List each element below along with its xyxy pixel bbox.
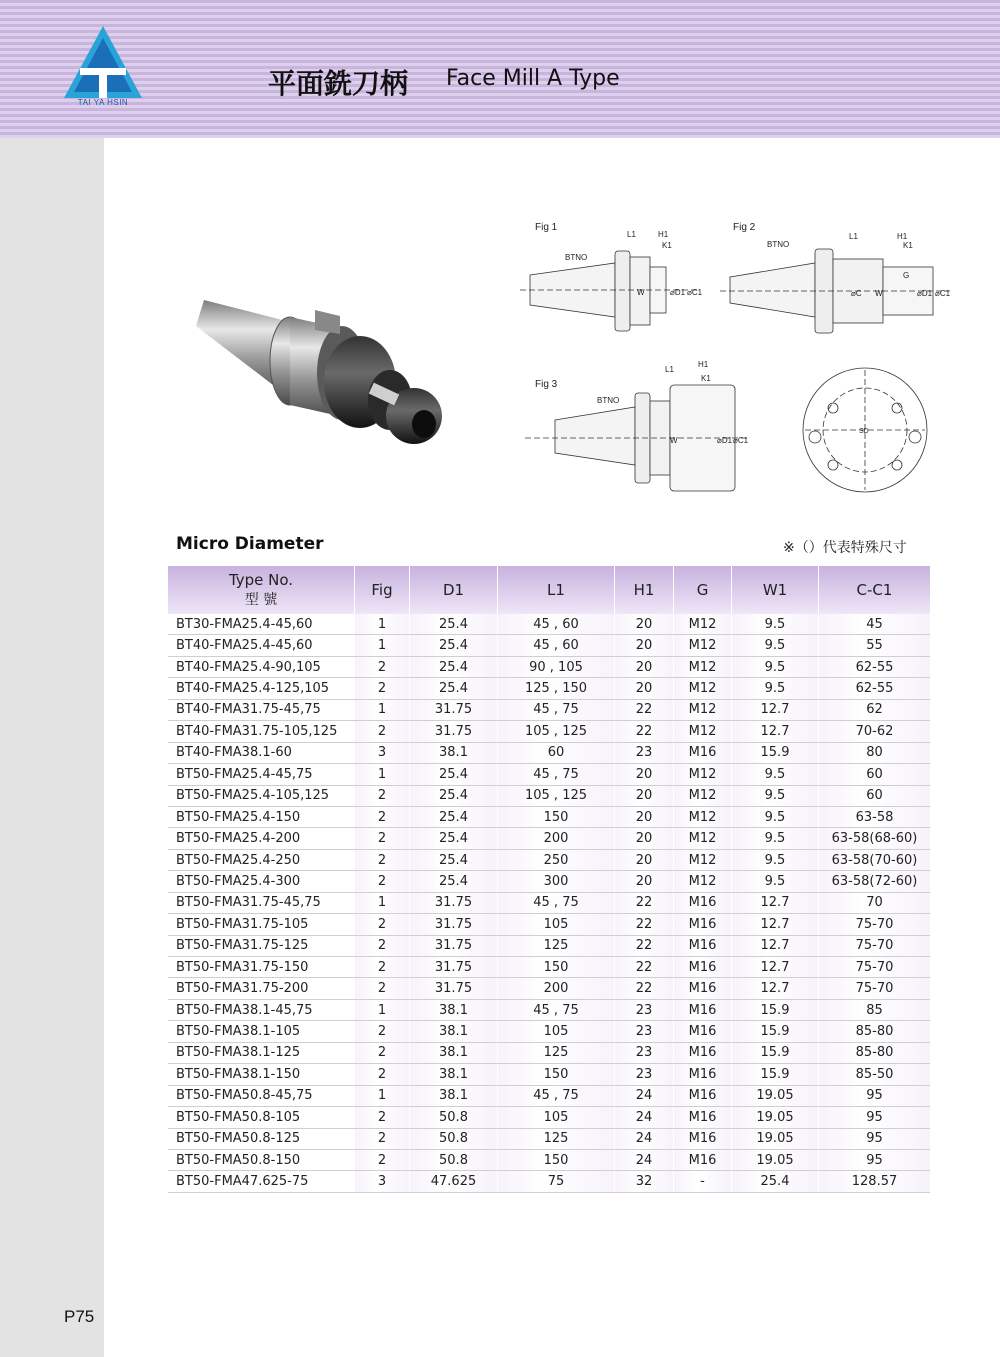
cell-d1: 50.8 [410,1107,498,1128]
cell-cc1: 85 [819,999,931,1020]
table-row [168,656,930,677]
table-row [168,999,930,1020]
cell-fig: 2 [355,1042,410,1063]
cell-h1: 20 [615,785,674,806]
cell-fig: 2 [355,806,410,827]
cell-l1: 300 [498,871,615,892]
svg-text:⌀D1: ⌀D1 [717,436,733,445]
svg-text:H1: H1 [698,360,709,369]
cell-g: M16 [674,742,732,763]
table-row [168,871,930,892]
cell-cc1: 85-80 [819,1042,931,1063]
cell-fig: 2 [355,1021,410,1042]
cell-fig: 2 [355,785,410,806]
table-row [168,635,930,656]
table-row [168,614,930,635]
cell-w1: 12.7 [732,978,819,999]
cell-h1: 22 [615,978,674,999]
svg-text:BTNO: BTNO [767,240,790,249]
table-row [168,721,930,742]
cell-fig: 2 [355,1107,410,1128]
cell-l1: 105 [498,1107,615,1128]
cell-l1: 125 [498,1128,615,1149]
cell-fig: 2 [355,1128,410,1149]
cell-d1: 25.4 [410,806,498,827]
cell-h1: 23 [615,1021,674,1042]
cell-w1: 12.7 [732,914,819,935]
table-row [168,1085,930,1106]
cell-type: BT50-FMA50.8-150 [168,1149,355,1170]
cell-type: BT50-FMA38.1-45,75 [168,999,355,1020]
cell-w1: 9.5 [732,785,819,806]
cell-cc1: 63-58 [819,806,931,827]
cell-type: BT40-FMA31.75-45,75 [168,699,355,720]
cell-g: M16 [674,1021,732,1042]
cell-h1: 22 [615,914,674,935]
cell-cc1: 85-80 [819,1021,931,1042]
svg-text:⌀C1: ⌀C1 [935,289,951,298]
cell-w1: 9.5 [732,828,819,849]
cell-d1: 38.1 [410,1085,498,1106]
cell-type: BT40-FMA38.1-60 [168,742,355,763]
svg-text:L1: L1 [627,230,636,239]
cell-type: BT50-FMA50.8-125 [168,1128,355,1149]
cell-w1: 12.7 [732,892,819,913]
cell-cc1: 62 [819,699,931,720]
cell-w1: 19.05 [732,1085,819,1106]
svg-text:⌀D1: ⌀D1 [917,289,933,298]
svg-text:SD: SD [859,428,869,435]
cell-d1: 38.1 [410,742,498,763]
table-row [168,978,930,999]
cell-l1: 105 , 125 [498,785,615,806]
cell-l1: 60 [498,742,615,763]
col-cc1: C-C1 [819,566,931,614]
svg-text:⌀C1: ⌀C1 [687,288,703,297]
cell-type: BT50-FMA25.4-150 [168,806,355,827]
cell-w1: 25.4 [732,1171,819,1192]
svg-text:BTNO: BTNO [597,396,620,405]
cell-g: M12 [674,871,732,892]
table-row [168,849,930,870]
cell-cc1: 60 [819,785,931,806]
cell-d1: 31.75 [410,699,498,720]
cell-w1: 12.7 [732,935,819,956]
cell-cc1: 95 [819,1128,931,1149]
fig1-label: Fig 1 [535,222,558,233]
cell-fig: 1 [355,614,410,635]
cell-l1: 45 , 75 [498,1085,615,1106]
cell-fig: 1 [355,999,410,1020]
cell-g: M16 [674,1128,732,1149]
cell-fig: 2 [355,914,410,935]
cell-h1: 23 [615,1064,674,1085]
cell-fig: 1 [355,699,410,720]
cell-fig: 2 [355,828,410,849]
cell-h1: 23 [615,742,674,763]
col-fig: Fig [355,566,410,614]
cell-g: M16 [674,1149,732,1170]
cell-l1: 150 [498,806,615,827]
cell-fig: 1 [355,1085,410,1106]
table-row [168,1149,930,1170]
cell-type: BT50-FMA31.75-200 [168,978,355,999]
front-view-drawing [803,368,927,492]
cell-h1: 22 [615,935,674,956]
special-size-note: ※（）代表特殊尺寸 [783,540,907,556]
cell-l1: 125 [498,1042,615,1063]
tool-holder-photo [190,270,475,475]
cell-h1: 32 [615,1171,674,1192]
cell-cc1: 95 [819,1085,931,1106]
cell-g: M16 [674,1085,732,1106]
cell-d1: 50.8 [410,1128,498,1149]
cell-g: M16 [674,1064,732,1085]
table-row [168,699,930,720]
cell-fig: 2 [355,1064,410,1085]
cell-l1: 45 , 75 [498,699,615,720]
cell-l1: 45 , 75 [498,999,615,1020]
cell-d1: 50.8 [410,1149,498,1170]
cell-g: M16 [674,935,732,956]
fig1-drawing [520,222,703,331]
svg-text:L1: L1 [849,232,858,241]
cell-g: M16 [674,914,732,935]
table-row [168,1107,930,1128]
cell-d1: 31.75 [410,914,498,935]
cell-w1: 9.5 [732,635,819,656]
cell-l1: 45 , 60 [498,635,615,656]
cell-fig: 2 [355,721,410,742]
svg-text:W: W [670,436,678,445]
cell-h1: 20 [615,635,674,656]
cell-w1: 12.7 [732,699,819,720]
table-row [168,785,930,806]
cell-d1: 25.4 [410,764,498,785]
cell-l1: 150 [498,1149,615,1170]
table-row [168,764,930,785]
cell-d1: 25.4 [410,656,498,677]
svg-text:W: W [875,289,883,298]
cell-h1: 22 [615,699,674,720]
cell-g: M16 [674,1107,732,1128]
cell-g: M12 [674,785,732,806]
cell-d1: 25.4 [410,614,498,635]
cell-type: BT50-FMA31.75-45,75 [168,892,355,913]
cell-cc1: 95 [819,1149,931,1170]
fig2-drawing [720,222,951,333]
cell-cc1: 63-58(72-60) [819,871,931,892]
cell-d1: 25.4 [410,849,498,870]
cell-g: M12 [674,764,732,785]
col-l1: L1 [498,566,615,614]
cell-g: M12 [674,635,732,656]
cell-type: BT50-FMA31.75-150 [168,957,355,978]
cell-l1: 105 [498,1021,615,1042]
page-number: P75 [64,1307,95,1326]
header-banner [0,0,1000,138]
svg-text:K1: K1 [701,374,711,383]
cell-fig: 1 [355,764,410,785]
table-row [168,935,930,956]
cell-d1: 31.75 [410,957,498,978]
cell-w1: 15.9 [732,999,819,1020]
svg-text:L1: L1 [665,365,674,374]
cell-g: M12 [674,849,732,870]
fig2-label: Fig 2 [733,222,756,233]
cell-g: - [674,1171,732,1192]
table-row [168,1021,930,1042]
cell-d1: 25.4 [410,871,498,892]
cell-w1: 9.5 [732,806,819,827]
cell-cc1: 75-70 [819,978,931,999]
cell-l1: 45 , 60 [498,614,615,635]
cell-w1: 12.7 [732,721,819,742]
cell-w1: 9.5 [732,678,819,699]
cell-h1: 24 [615,1149,674,1170]
svg-text:H1: H1 [897,232,908,241]
cell-h1: 24 [615,1107,674,1128]
cell-l1: 200 [498,828,615,849]
table-row [168,742,930,763]
cell-cc1: 75-70 [819,957,931,978]
cell-w1: 9.5 [732,614,819,635]
cell-h1: 23 [615,999,674,1020]
cell-h1: 20 [615,806,674,827]
cell-d1: 38.1 [410,999,498,1020]
cell-type: BT50-FMA25.4-250 [168,849,355,870]
cell-h1: 22 [615,721,674,742]
cell-d1: 38.1 [410,1042,498,1063]
cell-fig: 3 [355,742,410,763]
cell-type: BT50-FMA38.1-125 [168,1042,355,1063]
cell-type: BT40-FMA25.4-90,105 [168,656,355,677]
cell-w1: 9.5 [732,656,819,677]
cell-h1: 20 [615,828,674,849]
cell-type: BT50-FMA25.4-300 [168,871,355,892]
cell-cc1: 45 [819,614,931,635]
cell-d1: 25.4 [410,828,498,849]
cell-w1: 15.9 [732,1042,819,1063]
cell-type: BT30-FMA25.4-45,60 [168,614,355,635]
cell-h1: 20 [615,871,674,892]
side-brand-text: WEY JUAN TECHNOLOGY [107,425,163,1065]
cell-l1: 45 , 75 [498,892,615,913]
cell-fig: 2 [355,935,410,956]
cell-type: BT40-FMA31.75-105,125 [168,721,355,742]
cell-type: BT40-FMA25.4-45,60 [168,635,355,656]
cell-cc1: 128.57 [819,1171,931,1192]
cell-w1: 15.9 [732,1064,819,1085]
cell-d1: 31.75 [410,892,498,913]
cell-type: BT50-FMA50.8-105 [168,1107,355,1128]
cell-fig: 1 [355,892,410,913]
cell-h1: 24 [615,1128,674,1149]
table-row [168,957,930,978]
cell-h1: 20 [615,849,674,870]
cell-d1: 38.1 [410,1021,498,1042]
cell-h1: 24 [615,1085,674,1106]
cell-cc1: 55 [819,635,931,656]
cell-type: BT50-FMA47.625-75 [168,1171,355,1192]
cell-l1: 125 , 150 [498,678,615,699]
cell-w1: 9.5 [732,849,819,870]
cell-h1: 23 [615,1042,674,1063]
cell-type: BT50-FMA38.1-150 [168,1064,355,1085]
cell-h1: 20 [615,678,674,699]
side-band [0,138,104,1357]
svg-text:K1: K1 [903,241,913,250]
cell-l1: 45 , 75 [498,764,615,785]
cell-g: M12 [674,828,732,849]
cell-d1: 25.4 [410,635,498,656]
col-type: Type No. 型 號 [168,566,355,614]
cell-g: M16 [674,892,732,913]
svg-text:H1: H1 [658,230,669,239]
cell-fig: 3 [355,1171,410,1192]
cell-fig: 2 [355,678,410,699]
cell-cc1: 75-70 [819,914,931,935]
cell-h1: 22 [615,957,674,978]
svg-text:⌀D1: ⌀D1 [670,288,686,297]
cell-type: BT50-FMA25.4-45,75 [168,764,355,785]
cell-w1: 15.9 [732,742,819,763]
cell-cc1: 62-55 [819,656,931,677]
cell-type: BT50-FMA38.1-105 [168,1021,355,1042]
technical-drawings [515,215,955,505]
logo-text: TAI YA HSIN [77,98,129,107]
cell-l1: 105 , 125 [498,721,615,742]
cell-l1: 250 [498,849,615,870]
cell-h1: 20 [615,764,674,785]
table-row [168,806,930,827]
cell-g: M12 [674,699,732,720]
table-row [168,828,930,849]
cell-d1: 31.75 [410,935,498,956]
cell-cc1: 63-58(68-60) [819,828,931,849]
cell-g: M12 [674,614,732,635]
cell-w1: 12.7 [732,957,819,978]
cell-h1: 20 [615,614,674,635]
page-title-english: Face Mill A Type [446,66,620,91]
cell-fig: 2 [355,1149,410,1170]
cell-h1: 22 [615,892,674,913]
col-d1: D1 [410,566,498,614]
cell-type: BT50-FMA25.4-105,125 [168,785,355,806]
cell-type: BT50-FMA31.75-105 [168,914,355,935]
svg-text:⌀C1: ⌀C1 [733,436,749,445]
cell-w1: 19.05 [732,1128,819,1149]
svg-text:⌀C: ⌀C [851,289,862,298]
cell-g: M16 [674,1042,732,1063]
cell-l1: 90 , 105 [498,656,615,677]
cell-g: M16 [674,957,732,978]
fig3-drawing [525,360,750,491]
cell-cc1: 62-55 [819,678,931,699]
cell-h1: 20 [615,656,674,677]
cell-d1: 38.1 [410,1064,498,1085]
svg-text:K1: K1 [662,241,672,250]
cell-fig: 2 [355,957,410,978]
cell-type: BT50-FMA50.8-45,75 [168,1085,355,1106]
fig3-label: Fig 3 [535,379,558,390]
table-row [168,892,930,913]
cell-cc1: 70-62 [819,721,931,742]
cell-d1: 25.4 [410,678,498,699]
cell-cc1: 63-58(70-60) [819,849,931,870]
cell-cc1: 85-50 [819,1064,931,1085]
cell-cc1: 60 [819,764,931,785]
fig1-btno: BTNO [565,253,588,262]
table-row [168,1128,930,1149]
svg-text:W: W [637,288,645,297]
cell-type: BT40-FMA25.4-125,105 [168,678,355,699]
cell-w1: 19.05 [732,1149,819,1170]
cell-g: M16 [674,978,732,999]
cell-type: BT50-FMA25.4-200 [168,828,355,849]
table-row [168,1171,930,1192]
cell-l1: 105 [498,914,615,935]
cell-cc1: 75-70 [819,935,931,956]
col-w1: W1 [732,566,819,614]
cell-d1: 31.75 [410,721,498,742]
svg-text:G: G [903,271,910,280]
cell-l1: 200 [498,978,615,999]
cell-g: M16 [674,999,732,1020]
section-title: Micro Diameter [176,534,324,554]
cell-fig: 2 [355,978,410,999]
cell-cc1: 95 [819,1107,931,1128]
cell-l1: 125 [498,935,615,956]
cell-d1: 47.625 [410,1171,498,1192]
cell-w1: 15.9 [732,1021,819,1042]
col-h1: H1 [615,566,674,614]
cell-w1: 9.5 [732,764,819,785]
spec-table [168,566,930,1193]
cell-fig: 2 [355,656,410,677]
cell-g: M12 [674,656,732,677]
cell-fig: 2 [355,849,410,870]
cell-d1: 25.4 [410,785,498,806]
cell-fig: 1 [355,635,410,656]
table-header-row [168,566,930,614]
cell-w1: 9.5 [732,871,819,892]
cell-g: M12 [674,721,732,742]
cell-g: M12 [674,806,732,827]
table-row [168,678,930,699]
cell-l1: 150 [498,957,615,978]
cell-cc1: 70 [819,892,931,913]
cell-cc1: 80 [819,742,931,763]
page-title-chinese: 平面銑刀柄 [268,67,409,100]
cell-d1: 31.75 [410,978,498,999]
cell-l1: 75 [498,1171,615,1192]
col-g: G [674,566,732,614]
cell-g: M12 [674,678,732,699]
cell-w1: 19.05 [732,1107,819,1128]
cell-l1: 150 [498,1064,615,1085]
table-row [168,1042,930,1063]
table-row [168,914,930,935]
table-row [168,1064,930,1085]
cell-type: BT50-FMA31.75-125 [168,935,355,956]
cell-fig: 2 [355,871,410,892]
